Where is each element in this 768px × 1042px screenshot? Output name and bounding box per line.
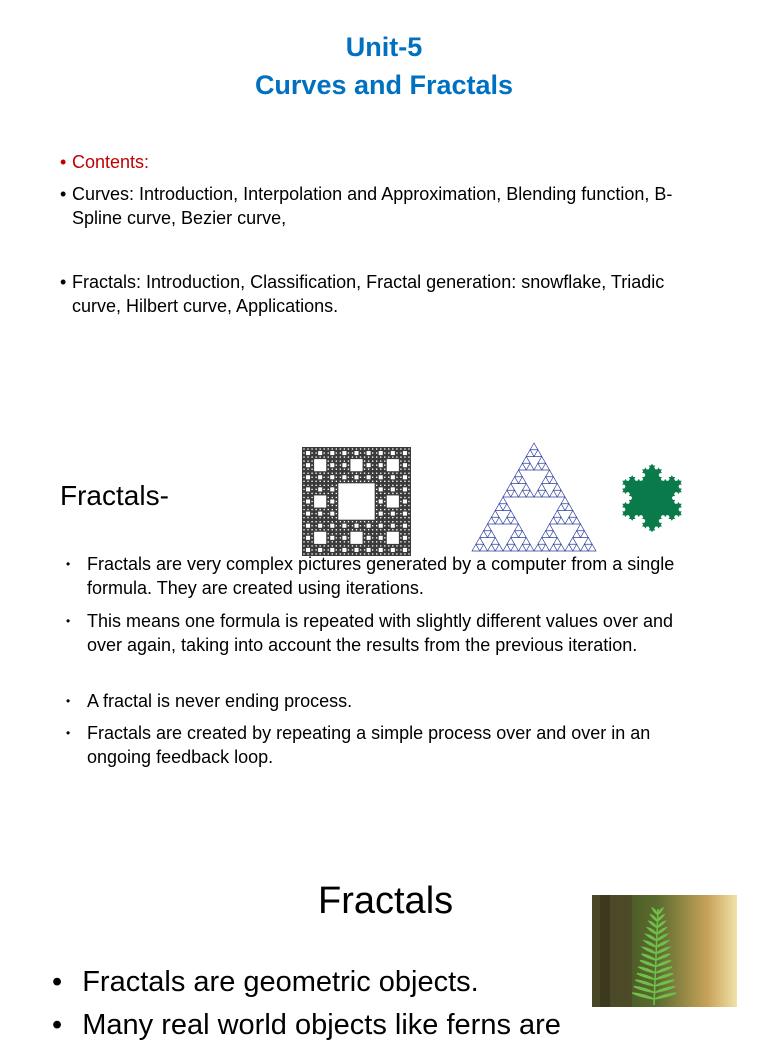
list-item [66, 552, 706, 600]
bullet-dot: • [66, 726, 71, 740]
title-line-2: Curves and Fractals [254, 70, 514, 100]
contents-label-item [60, 150, 720, 174]
sierpinski-carpet-icon [302, 447, 411, 556]
bullet-dot: • [52, 1009, 63, 1041]
slide-title: Fractals [318, 880, 454, 922]
bullet-dot: • [60, 184, 67, 204]
title-line-1: Unit-5 [345, 32, 423, 62]
bullet-dot: • [66, 614, 71, 628]
fractals-bullet-list [66, 552, 706, 772]
list-item-text: Fractals are created by repeating a simple process over and over in an ongoing feedback loop. [87, 723, 651, 767]
bullet-dot: • [60, 272, 67, 292]
bullet-dot: • [66, 557, 71, 571]
sierpinski-triangle-icon [470, 441, 598, 553]
slide-bullet-text-2: Many real world objects like ferns are [82, 1009, 561, 1041]
contents-curves: Curves: Introduction, Interpolation and Approximation, Blending function, B-Spline curve, Bezier curve, [72, 184, 673, 228]
fern-photo-icon [592, 895, 737, 1007]
list-item-text: A fractal is never ending process. [87, 691, 353, 711]
koch-snowflake-icon [609, 449, 695, 547]
slide-bullet-text-1: Fractals are geometric objects. [82, 966, 479, 998]
bullet-dot: • [60, 152, 67, 172]
list-item [66, 721, 706, 769]
list-item-text: This means one formula is repeated with slightly different values over and over again, taking into account the results from the previous iteration. [87, 611, 673, 655]
bullet-dot: • [52, 966, 63, 998]
list-item [66, 689, 706, 713]
list-item-text: Fractals are very complex pictures generated by a computer from a single formula. They are created using iterations. [87, 554, 675, 598]
contents-fractals: Fractals: Introduction, Classification, Fractal generation: snowflake, Triadic curve, Hilbert curve, Applications. [72, 272, 665, 316]
contents-curves-item [60, 182, 700, 230]
fractals-heading: Fractals- [60, 480, 169, 511]
list-item [66, 609, 706, 657]
page-title [0, 28, 768, 104]
contents-label: Contents: [72, 152, 150, 172]
bullet-dot: • [66, 694, 71, 708]
contents-fractals-item [60, 270, 700, 318]
slide-bullet-2 [52, 1008, 692, 1042]
